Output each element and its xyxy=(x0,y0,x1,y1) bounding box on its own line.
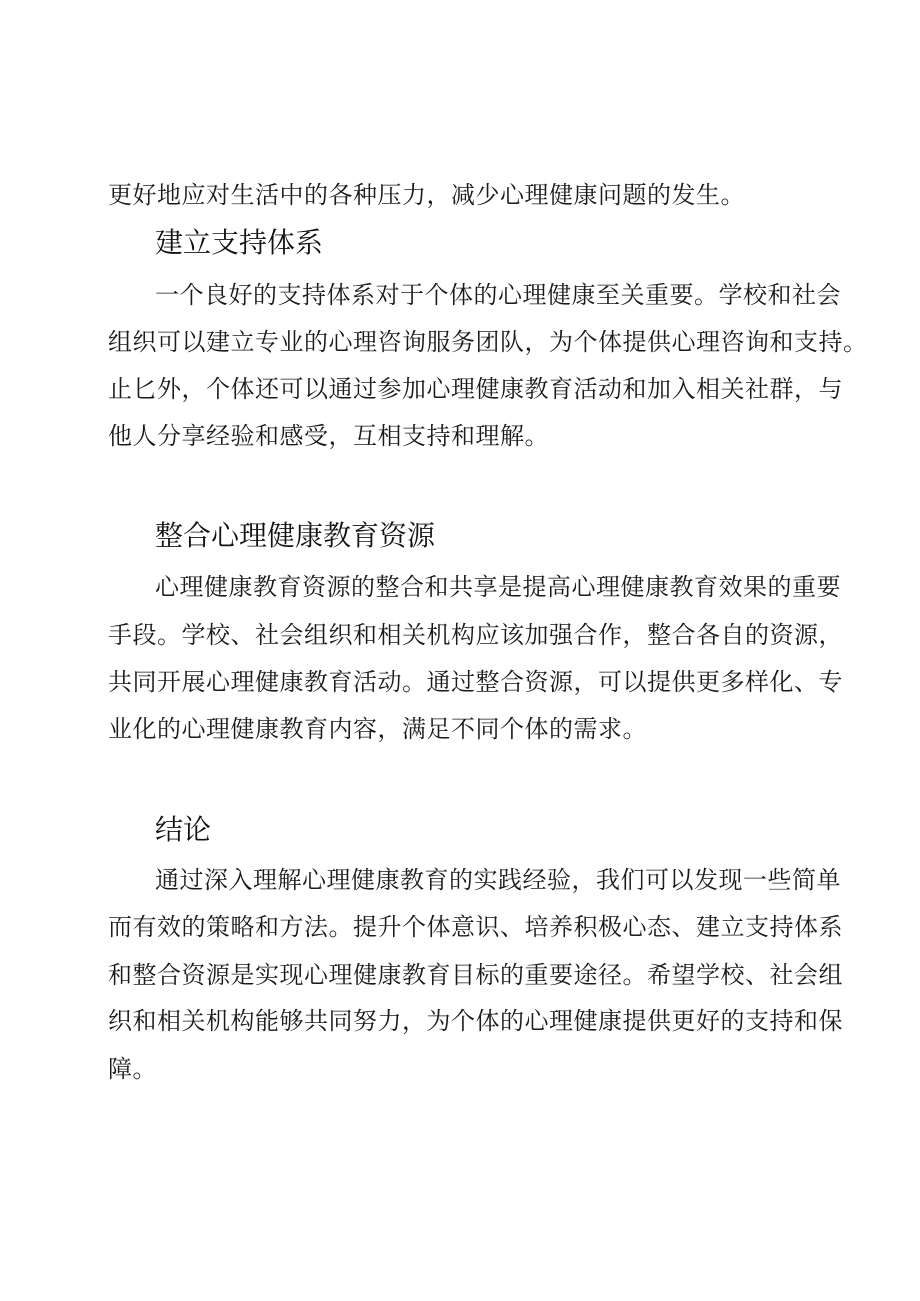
paragraph-line: 心理健康教育资源的整合和共享是提高心理健康教育效果的重要 xyxy=(155,573,841,601)
paragraph-line: 织和相关机构能够共同努力，为个体的心理健康提供更好的支持和保 xyxy=(108,1007,843,1035)
section-heading: 结论 xyxy=(155,813,212,846)
section-heading: 整合心理健康教育资源 xyxy=(155,519,436,552)
paragraph-line: 通过深入理解心理健康教育的实践经验，我们可以发现一些简单 xyxy=(155,866,841,894)
paragraph-line-intro-tail: 更好地应对生活中的各种压力，减少心理健康问题的发生。 xyxy=(108,181,745,209)
paragraph-line: 而有效的策略和方法。提升个体意识、培养积极心态、建立支持体系 xyxy=(108,913,843,941)
paragraph-line: 止匕外，个体还可以通过参加心理健康教育活动和加入相关社群，与 xyxy=(108,375,843,403)
paragraph-line: 和整合资源是实现心理健康教育目标的重要途径。希望学校、社会组 xyxy=(108,961,843,989)
paragraph-line: 业化的心理健康教育内容，满足不同个体的需求。 xyxy=(108,715,647,743)
paragraph-line: 障。 xyxy=(108,1055,157,1083)
paragraph-line: 组织可以建立专业的心理咨询服务团队，为个体提供心理咨询和支持。 xyxy=(108,328,868,356)
paragraph-line: 一个良好的支持体系对于个体的心理健康至关重要。学校和社会 xyxy=(155,281,841,309)
section-heading: 建立支持体系 xyxy=(155,226,324,259)
paragraph-line: 他人分享经验和感受，互相支持和理解。 xyxy=(108,422,549,450)
paragraph-line: 共同开展心理健康教育活动。通过整合资源，可以提供更多样化、专 xyxy=(108,668,843,696)
paragraph-line: 手段。学校、社会组织和相关机构应该加强合作，整合各自的资源， xyxy=(108,621,843,649)
